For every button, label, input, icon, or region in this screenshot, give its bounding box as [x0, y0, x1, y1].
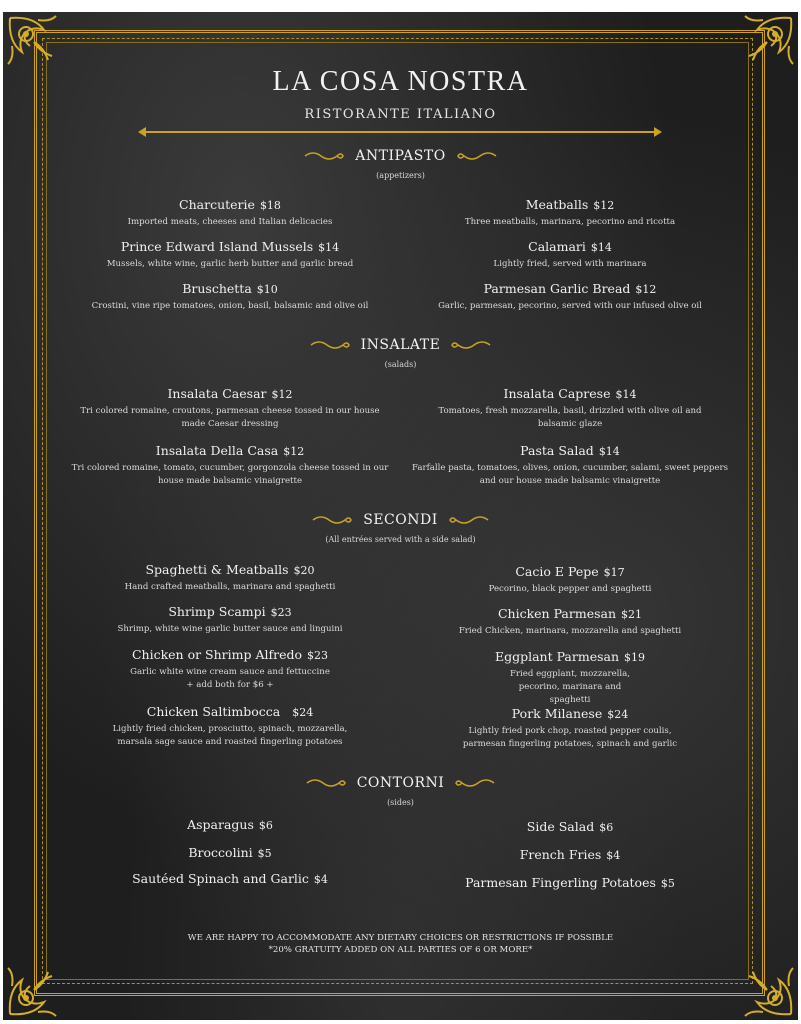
dietary-note: WE ARE HAPPY TO ACCOMMODATE ANY DIETARY CHOICES OR RESTRICTIONS IF POSSIBLE	[187, 933, 614, 943]
item-price: $12	[271, 388, 293, 401]
item-name: French Fries	[519, 847, 602, 862]
flourish-left-icon	[311, 514, 353, 526]
item-price: $4	[606, 849, 621, 862]
menu-item	[70, 197, 390, 229]
section-title: INSALATE	[360, 337, 441, 354]
section-heading-contorni	[0, 774, 801, 792]
item-name: Cacio E Pepe	[515, 564, 599, 579]
flourish-left-icon	[303, 150, 345, 162]
item-name: Broccolini	[188, 845, 253, 860]
item-addon-note: + add both for $6 +	[186, 680, 274, 690]
item-name: Side Salad	[526, 819, 595, 834]
side-item	[410, 875, 730, 890]
item-description: Lightly fried pork chop, roasted pepper coulis, parmesan fingerling potatoes, spinach and garlic	[462, 726, 678, 749]
section-heading-antipasto	[0, 147, 801, 165]
item-name: Asparagus	[187, 817, 254, 832]
menu-item	[410, 197, 730, 229]
corner-ornament-icon	[4, 950, 74, 1020]
menu-item	[70, 386, 390, 431]
item-price: $23	[270, 606, 292, 619]
menu-item	[410, 239, 730, 271]
section-note: (All entrées served with a side salad)	[325, 535, 476, 544]
item-price: $10	[256, 283, 278, 296]
item-price: $19	[624, 651, 646, 664]
flourish-right-icon	[450, 339, 492, 351]
menu-item	[410, 564, 730, 596]
item-price: $14	[615, 388, 637, 401]
restaurant-name: LA COSA NOSTRA	[272, 66, 529, 97]
section-title: CONTORNI	[356, 775, 445, 792]
item-description: Three meatballs, marinara, pecorino and ricotta	[464, 217, 676, 227]
section-heading-insalate	[0, 336, 801, 354]
item-name: Parmesan Garlic Bread	[483, 281, 631, 296]
item-description: Tri colored romaine, croutons, parmesan cheese tossed in our house made Caesar dressing	[80, 406, 380, 429]
section-note: (appetizers)	[376, 171, 425, 180]
section-note: (sides)	[387, 798, 414, 807]
item-name: Spaghetti & Meatballs	[145, 562, 289, 577]
header-divider	[140, 131, 660, 133]
item-description: Shrimp, white wine garlic butter sauce and linguini	[117, 624, 343, 634]
item-name: Parmesan Fingerling Potatoes	[465, 875, 656, 890]
item-description: Hand crafted meatballs, marinara and spaghetti	[124, 582, 336, 592]
gratuity-note: *20% GRATUITY ADDED ON ALL PARTIES OF 6 OR MORE*	[268, 945, 533, 955]
item-price: $17	[603, 566, 625, 579]
item-name: Bruschetta	[182, 281, 252, 296]
flourish-right-icon	[448, 514, 490, 526]
item-price: $24	[292, 706, 314, 719]
item-price: $5	[257, 847, 272, 860]
menu-item	[410, 649, 730, 707]
item-price: $14	[590, 241, 612, 254]
item-name: Sautéed Spinach and Garlic	[132, 871, 309, 886]
item-description: Garlic, parmesan, pecorino, served with our infused olive oil	[438, 301, 702, 311]
item-description: Tri colored romaine, tomato, cucumber, gorgonzola cheese tossed in our house made balsamic vinaigrette	[71, 463, 389, 486]
section-heading-secondi	[0, 511, 801, 529]
side-item	[70, 845, 390, 860]
item-name: Insalata Caprese	[503, 386, 611, 401]
item-name: Insalata Della Casa	[155, 443, 279, 458]
item-description: Fried eggplant, mozzarella, pecorino, marinara and spaghetti	[509, 669, 631, 705]
menu-item	[410, 281, 730, 313]
menu-item	[410, 443, 730, 488]
restaurant-subtitle: RISTORANTE ITALIANO	[304, 107, 497, 122]
item-price: $14	[318, 241, 340, 254]
side-item	[70, 817, 390, 832]
menu-item	[410, 706, 730, 751]
item-name: Chicken or Shrimp Alfredo	[131, 647, 303, 662]
item-price: $12	[283, 445, 305, 458]
section-note: (salads)	[384, 360, 417, 369]
item-price: $4	[313, 873, 328, 886]
item-price: $21	[621, 608, 643, 621]
item-description: Garlic white wine cream sauce and fettuccine	[130, 667, 330, 677]
menu-item	[70, 562, 390, 594]
menu-item	[410, 606, 730, 638]
item-price: $6	[258, 819, 273, 832]
item-name: Shrimp Scampi	[168, 604, 266, 619]
item-description: Crostini, vine ripe tomatoes, onion, basil, balsamic and olive oil	[91, 301, 369, 311]
menu-item	[70, 239, 390, 271]
item-name: Meatballs	[525, 197, 589, 212]
menu-item	[410, 386, 730, 431]
item-name: Prince Edward Island Mussels	[120, 239, 314, 254]
item-price: $18	[259, 199, 281, 212]
item-price: $23	[307, 649, 329, 662]
side-item	[70, 871, 390, 886]
section-title: ANTIPASTO	[355, 148, 446, 165]
menu-item	[70, 443, 390, 488]
item-description: Pecorino, black pepper and spaghetti	[488, 584, 652, 594]
item-price: $12	[593, 199, 615, 212]
item-price: $6	[599, 821, 614, 834]
item-name: Charcuterie	[179, 197, 255, 212]
item-description: Lightly fried, served with marinara	[493, 259, 647, 269]
item-description: Farfalle pasta, tomatoes, olives, onion, cucumber, salami, sweet peppers and our house made balsamic vinaigrette	[411, 463, 729, 486]
item-description: Fried Chicken, marinara, mozzarella and spaghetti	[458, 626, 682, 636]
item-name: Chicken Parmesan	[497, 606, 617, 621]
item-name: Insalata Caesar	[167, 386, 267, 401]
item-name: Calamari	[528, 239, 586, 254]
item-price: $14	[598, 445, 620, 458]
flourish-right-icon	[456, 150, 498, 162]
menu-item	[70, 704, 390, 749]
side-item	[410, 847, 730, 862]
corner-ornament-icon	[727, 950, 797, 1020]
flourish-left-icon	[309, 339, 351, 351]
flourish-right-icon	[454, 777, 496, 789]
item-price: $12	[635, 283, 657, 296]
item-price: $20	[293, 564, 315, 577]
item-name: Pasta Salad	[520, 443, 594, 458]
item-description: Tomatoes, fresh mozzarella, basil, drizzled with olive oil and balsamic glaze	[438, 406, 702, 429]
item-price: $24	[607, 708, 629, 721]
flourish-left-icon	[305, 777, 347, 789]
item-name: Pork Milanese	[511, 706, 603, 721]
item-description: Lightly fried chicken, prosciutto, spinach, mozzarella, marsala sage sauce and roasted fingerling potatoes	[112, 724, 348, 747]
side-item	[410, 819, 730, 834]
item-description: Mussels, white wine, garlic herb butter and garlic bread	[106, 259, 354, 269]
item-name: Eggplant Parmesan	[494, 649, 620, 664]
section-title: SECONDI	[363, 512, 438, 529]
menu-item	[70, 281, 390, 313]
menu-item	[70, 647, 390, 692]
menu-item	[70, 604, 390, 636]
item-description: Imported meats, cheeses and Italian delicacies	[127, 217, 333, 227]
item-price: $5	[660, 877, 675, 890]
item-name: Chicken Saltimbocca	[146, 704, 281, 719]
